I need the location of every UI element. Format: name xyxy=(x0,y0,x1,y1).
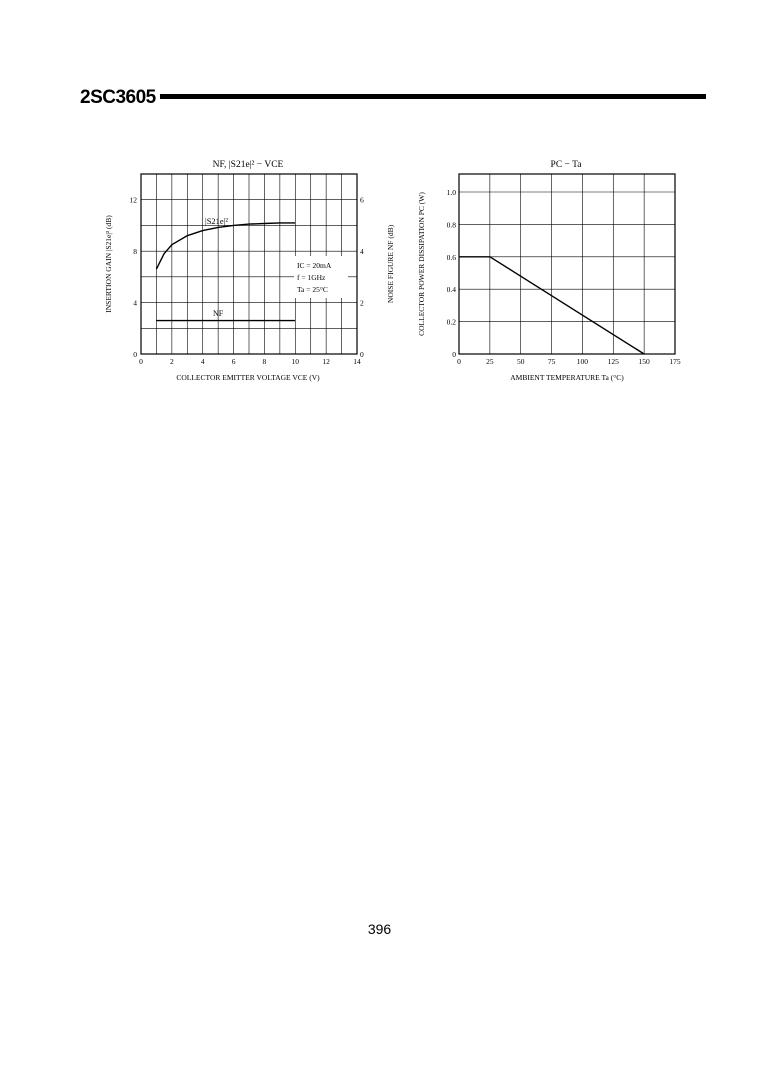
chart1-x-tick-label: 8 xyxy=(262,357,267,366)
chart2-y-axis-label: COLLECTOR POWER DISSIPATION PC (W) xyxy=(417,192,426,336)
chart2-x-tick-label: 150 xyxy=(638,357,650,366)
chart2-x-tick-label: 175 xyxy=(669,357,681,366)
chart2-y-tick-label: 0.8 xyxy=(446,220,456,230)
chart1-x-tick-label: 14 xyxy=(353,357,361,366)
page-number: 396 xyxy=(367,921,392,937)
chart2-y-tick-label: 0.4 xyxy=(446,285,456,295)
chart1-y-tick-label-right: 0 xyxy=(360,350,364,359)
chart2-x-tick-labels xyxy=(457,357,681,366)
chart2-x-tick-label: 125 xyxy=(607,357,619,366)
chart1-y-tick-labels-right xyxy=(360,196,364,359)
s21e-series-label: |S21e|² xyxy=(205,216,228,226)
chart2-y-tick-label: 0.2 xyxy=(446,317,456,327)
chart1-y-tick-label-right: 6 xyxy=(360,195,364,205)
chart1-y-axis-label-left: INSERTION GAIN |S21e|² (dB) xyxy=(104,215,113,313)
s21e-gain-curve xyxy=(156,223,295,269)
nf-series-label: NF xyxy=(213,309,224,318)
condition-f: f = 1GHz xyxy=(297,273,326,282)
chart1-x-tick-label: 4 xyxy=(200,357,205,366)
chart1-y-tick-label-left: 12 xyxy=(129,195,137,205)
chart1-x-tick-label: 10 xyxy=(291,357,300,366)
chart2-plot-frame xyxy=(459,174,675,354)
chart2-y-tick-label: 0 xyxy=(452,350,456,359)
chart2-grid xyxy=(459,174,675,354)
chart1-y-axis-label-right: NOISE FIGURE NF (dB) xyxy=(386,224,395,304)
chart1-y-tick-label-left: 4 xyxy=(133,298,137,308)
chart-nf-s21-vce xyxy=(104,160,395,382)
chart1-title: NF, |S21e|² − VCE xyxy=(212,160,284,170)
chart1-x-tick-label: 12 xyxy=(322,357,330,366)
part-number: 2SC3605 xyxy=(80,87,156,108)
chart1-y-tick-label-right: 2 xyxy=(360,298,364,308)
condition-ic: IC = 20mA xyxy=(297,261,332,270)
chart2-x-tick-label: 100 xyxy=(576,357,589,366)
chart-pc-ta xyxy=(417,160,681,382)
chart2-title: PC − Ta xyxy=(550,160,582,170)
chart1-x-tick-labels xyxy=(139,357,361,366)
chart2-x-tick-label: 0 xyxy=(457,357,461,366)
chart1-x-tick-label: 0 xyxy=(139,357,143,366)
chart1-y-tick-label-left: 0 xyxy=(133,350,137,359)
chart1-x-axis-label: COLLECTOR EMITTER VOLTAGE VCE (V) xyxy=(176,373,320,382)
chart2-x-tick-label: 25 xyxy=(486,357,494,366)
chart1-y-tick-label-right: 4 xyxy=(360,247,364,257)
chart1-y-tick-label-left: 8 xyxy=(133,247,137,257)
chart2-x-axis-label: AMBIENT TEMPERATURE Ta (°C) xyxy=(510,373,624,382)
chart1-x-tick-label: 6 xyxy=(231,357,236,366)
chart1-x-tick-label: 2 xyxy=(169,357,174,366)
chart1-y-tick-labels-left xyxy=(130,196,138,359)
chart2-x-tick-label: 75 xyxy=(547,357,556,366)
chart2-y-tick-label: 1.0 xyxy=(446,188,456,197)
chart2-y-tick-label: 0.6 xyxy=(446,252,456,262)
chart2-y-tick-labels xyxy=(447,188,457,359)
condition-ta: Ta = 25°C xyxy=(297,285,328,294)
chart2-x-tick-label: 50 xyxy=(516,357,525,366)
